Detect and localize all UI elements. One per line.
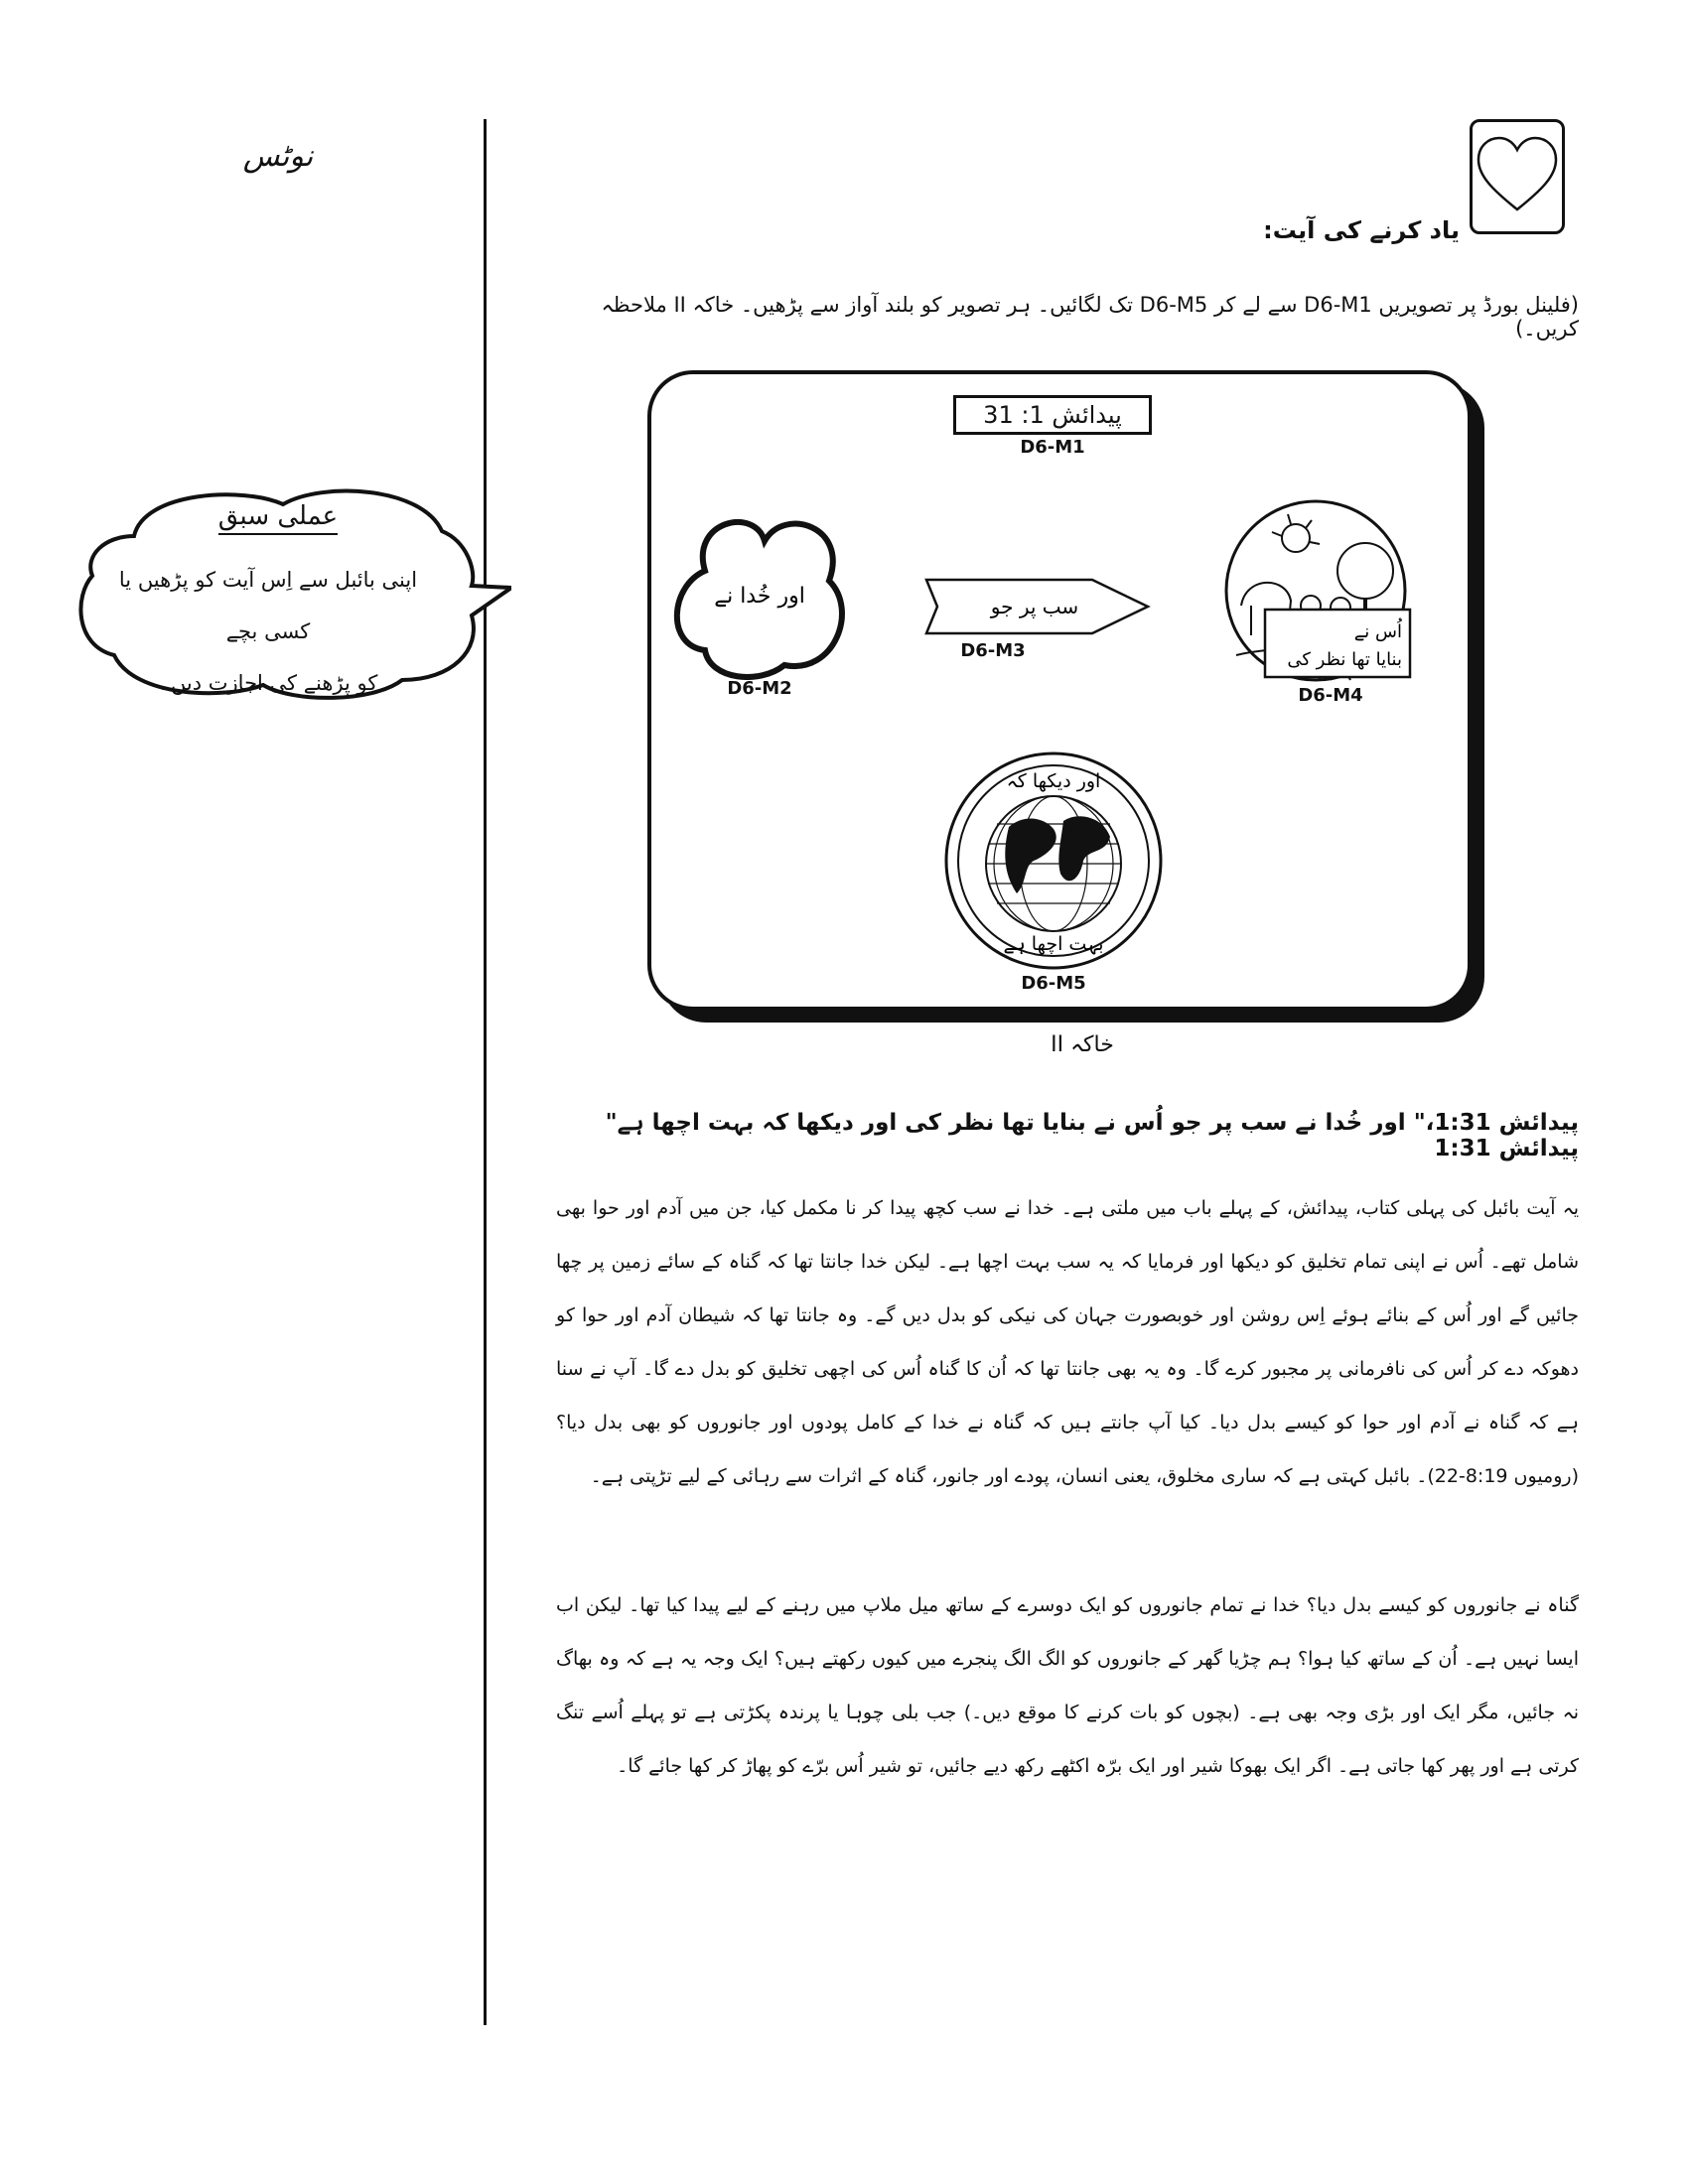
m4-label: D6-M4 bbox=[1298, 685, 1363, 706]
m2-label: D6-M2 bbox=[727, 678, 792, 699]
heart-box bbox=[1470, 119, 1565, 234]
m5-label: D6-M5 bbox=[1021, 973, 1086, 994]
m5-text-top: اور دیکھا کہ bbox=[1006, 770, 1101, 792]
callout-title: عملی سبق bbox=[174, 501, 382, 531]
m3-arrow-shape bbox=[923, 576, 1152, 637]
m4-text-line2: بنایا تھا نظر کی bbox=[1287, 649, 1402, 670]
m1-label: D6-M1 bbox=[1020, 437, 1085, 458]
body-paragraph: یہ آیت بائبل کی پہلی کتاب، پیدائش، کے پہلے باب میں ملتی ہے۔ خدا نے سب کچھ پیدا کر نا مکمل کیا، جن میں آدم اور حوا بھی شامل تھے۔ اُس نے اپنی تمام تخلیق کو دیکھا اور فرمایا کہ یہ سب بہت اچھا ہے۔ لیکن خدا جانتا تھا کہ گناہ کے سائے زمین پر چھا جائیں گے اور اُس کے بنائے ہوئے اِس روشن اور خوبصورت جہان کی نیکی کو بدل دیں گے۔ وہ جانتا تھا کہ شیطان آدم اور حوا کو دھوکہ دے کر اُس کی نافرمانی پر مجبور کرے گا۔ وہ یہ بھی جانتا تھا کہ اُن کا گناہ اُس کی اچھی تخلیق کو بدل دے گا۔ آپ نے سنا ہے کہ گناہ نے آدم اور حوا کو کیسے بدل دیا۔ کیا آپ جانتے ہیں کہ گناہ نے خدا کے کامل پودوں اور جانوروں کو بھی بدل دیا؟ (رومیوں 8:19-22)۔ بائبل کہتی ہے کہ ساری مخلوق، یعنی انسان، پودے اور جانور، گناہ کے اثرات سے رہائی کے لیے تڑپتی ہے۔ bbox=[556, 1197, 1579, 1487]
m2-cloud bbox=[665, 501, 854, 680]
verse-line: پیدائش 1:31،" اور خُدا نے سب پر جو اُس نے بنایا تھا نظر کی اور دیکھا کہ بہت اچھا ہے" پیدائش 1:31 bbox=[605, 1110, 1579, 1161]
m3-text: سب پر جو bbox=[990, 595, 1079, 618]
m5-globe-circle bbox=[939, 750, 1168, 973]
memory-verse-heading: یاد کرنے کی آیت: bbox=[1263, 216, 1460, 244]
m3-label: D6-M3 bbox=[960, 640, 1026, 661]
body-paragraph: گناہ نے جانوروں کو کیسے بدل دیا؟ خدا نے تمام جانوروں کو ایک دوسرے کے ساتھ میل ملاپ میں رہنے کے لیے پیدا کیا تھا۔ لیکن اب ایسا نہیں ہے۔ اُن کے ساتھ کیا ہوا؟ ہم چڑیا گھر کے جانوروں کو الگ الگ پنجرے میں کیوں رکھتے ہیں؟ ایک وجہ یہ ہے کہ وہ بھاگ نہ جائیں، مگر ایک اور بڑی وجہ بھی ہے۔ (بچوں کو بات کرنے کا موقع دیں۔) جب بلی چوہا یا پرندہ پکڑتی ہے تو پہلے اُسے تنگ کرتی ہے اور پھر کھا جاتی ہے۔ اگر ایک بھوکا شیر اور ایک برّہ اکٹھے رکھ دیے جائیں، تو شیر اُس برّے کو پھاڑ کر کھا جائے گا۔ bbox=[556, 1594, 1579, 1777]
callout-line: کو پڑھنے کی اجازت دیں۔ bbox=[158, 671, 378, 695]
m1-verse-box: پیدائش 1: 31 bbox=[953, 395, 1152, 435]
callout-line: اپنی بائبل سے اِس آیت کو پڑھیں یا کسی بچے bbox=[118, 568, 418, 643]
m2-text: اور خُدا نے bbox=[714, 584, 805, 609]
notes-title: نوٹس bbox=[242, 139, 314, 174]
figure-caption: خاکہ II bbox=[1051, 1032, 1114, 1057]
m4-text-box bbox=[1263, 608, 1412, 679]
instruction-text: (فلینل بورڈ پر تصویریں D6-M1 سے لے کر D6-M5 تک لگائیں۔ ہر تصویر کو بلند آواز سے پڑھیں۔ خاکہ II ملاحظہ کریں۔) bbox=[601, 293, 1579, 341]
m5-text-bottom: بہت اچھا ہے bbox=[1003, 933, 1104, 955]
m4-text-line1: اُس نے bbox=[1353, 621, 1402, 642]
column-divider bbox=[484, 119, 487, 2025]
heart-icon bbox=[1473, 122, 1562, 231]
callout-text bbox=[109, 554, 427, 709]
